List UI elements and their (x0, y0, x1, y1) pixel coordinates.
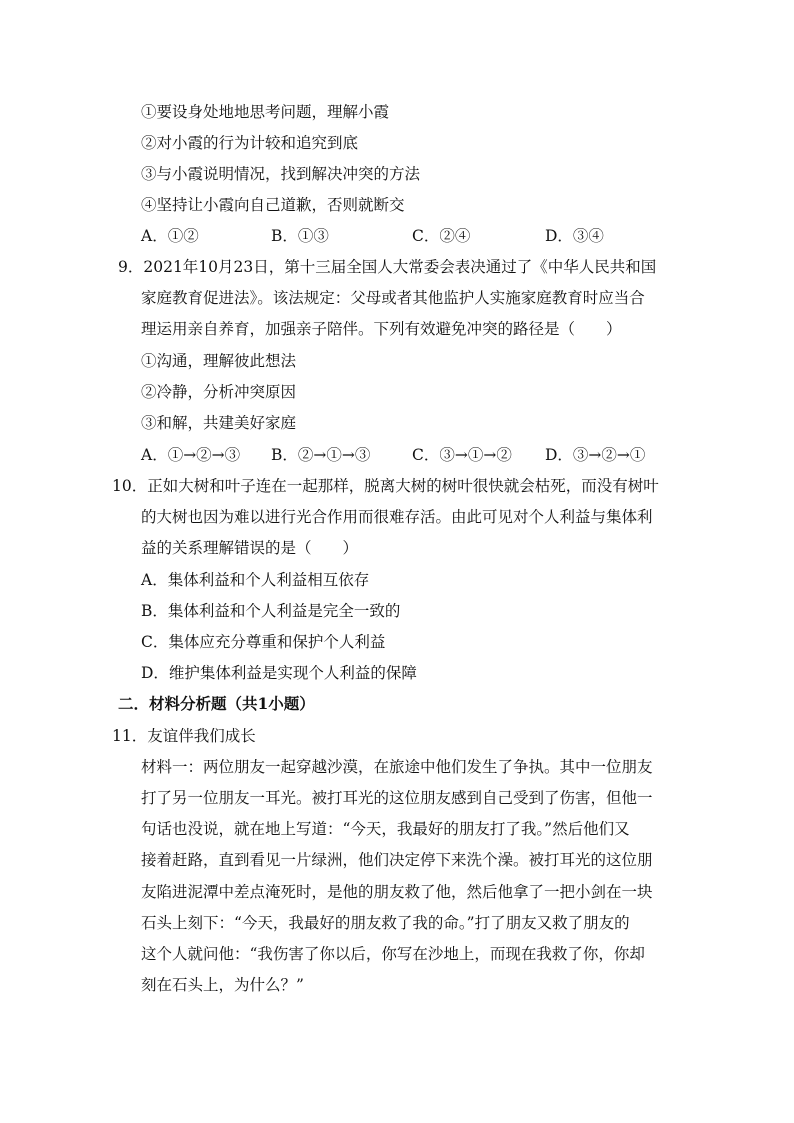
q10-option-d: D．维护集体利益是实现个人利益的保障 (141, 664, 417, 682)
q10-option-a: A．集体利益和个人利益相互依存 (141, 571, 370, 589)
section-heading: 二．材料分析题（共1小题） (118, 694, 315, 713)
q9-option-b: B．②→①→③ (271, 446, 371, 464)
q11-material-line-7: 这个人就问他：“我伤害了你以后，你写在沙地上，而现在我救了你，你却 (141, 945, 645, 963)
q10-stem-line-3: 益的关系理解错误的是（ ） (141, 539, 359, 557)
q9-item-1: ①沟通，理解彼此想法 (141, 352, 297, 370)
q8-option-a: A．①② (141, 227, 199, 245)
q11-material-line-6: 石头上刻下：“今天，我最好的朋友救了我的命。”打了朋友又救了朋友的 (141, 914, 630, 932)
q10-option-b: B．集体利益和个人利益是完全一致的 (141, 602, 401, 620)
q11-material-line-4: 接着赶路，直到看见一片绿洲，他们决定停下来洗个澡。被打耳光的这位朋 (141, 851, 653, 869)
q11-material-line-2: 打了另一位朋友一耳光。被打耳光的这位朋友感到自己受到了伤害，但他一 (141, 789, 653, 807)
q9-stem-line-3: 理运用亲自养育，加强亲子陪伴。下列有效避免冲突的路径是（ ） (141, 320, 622, 338)
q8-option-b: B．①③ (271, 227, 329, 245)
q9-option-c: C．③→①→② (412, 446, 512, 464)
q8-option-d: D．③④ (545, 227, 604, 245)
q9-stem-line-1: 9．2021年10月23日，第十三届全国人大常委会表决通过了《中华人民共和国 (118, 258, 657, 276)
q10-option-c: C．集体应充分尊重和保护个人利益 (141, 633, 386, 651)
q9-item-3: ③和解，共建美好家庭 (141, 414, 297, 432)
q11-material-line-5: 友陷进泥潭中差点淹死时，是他的朋友救了他，然后他拿了一把小剑在一块 (141, 883, 653, 901)
q11-material-line-8: 刻在石头上，为什么？” (141, 976, 304, 994)
q9-option-a: A．①→②→③ (141, 446, 241, 464)
q8-item-4: ④坚持让小霞向自己道歉，否则就断交 (141, 196, 405, 214)
q8-item-2: ②对小霞的行为计较和追究到底 (141, 134, 359, 152)
q11-title: 11．友谊伴我们成长 (112, 727, 256, 745)
q9-stem-line-2: 家庭教育促进法》。该法规定：父母或者其他监护人实施家庭教育时应当合 (141, 289, 645, 307)
q10-stem-line-1: 10．正如大树和叶子连在一起那样，脱离大树的树叶很快就会枯死，而没有树叶 (112, 477, 659, 495)
q9-option-d: D．③→②→① (545, 446, 646, 464)
q9-item-2: ②冷静，分析冲突原因 (141, 383, 297, 401)
q11-material-line-1: 材料一：两位朋友一起穿越沙漠，在旅途中他们发生了争执。其中一位朋友 (141, 758, 653, 776)
q8-item-3: ③与小霞说明情况，找到解决冲突的方法 (141, 165, 421, 183)
q8-option-c: C．②④ (412, 227, 471, 245)
q10-stem-line-2: 的大树也因为难以进行光合作用而很难存活。由此可见对个人利益与集体利 (141, 508, 653, 526)
q8-item-1: ①要设身处地地思考问题，理解小霞 (141, 103, 390, 121)
q11-material-line-3: 句话也没说，就在地上写道：“今天，我最好的朋友打了我。”然后他们又 (141, 820, 630, 838)
